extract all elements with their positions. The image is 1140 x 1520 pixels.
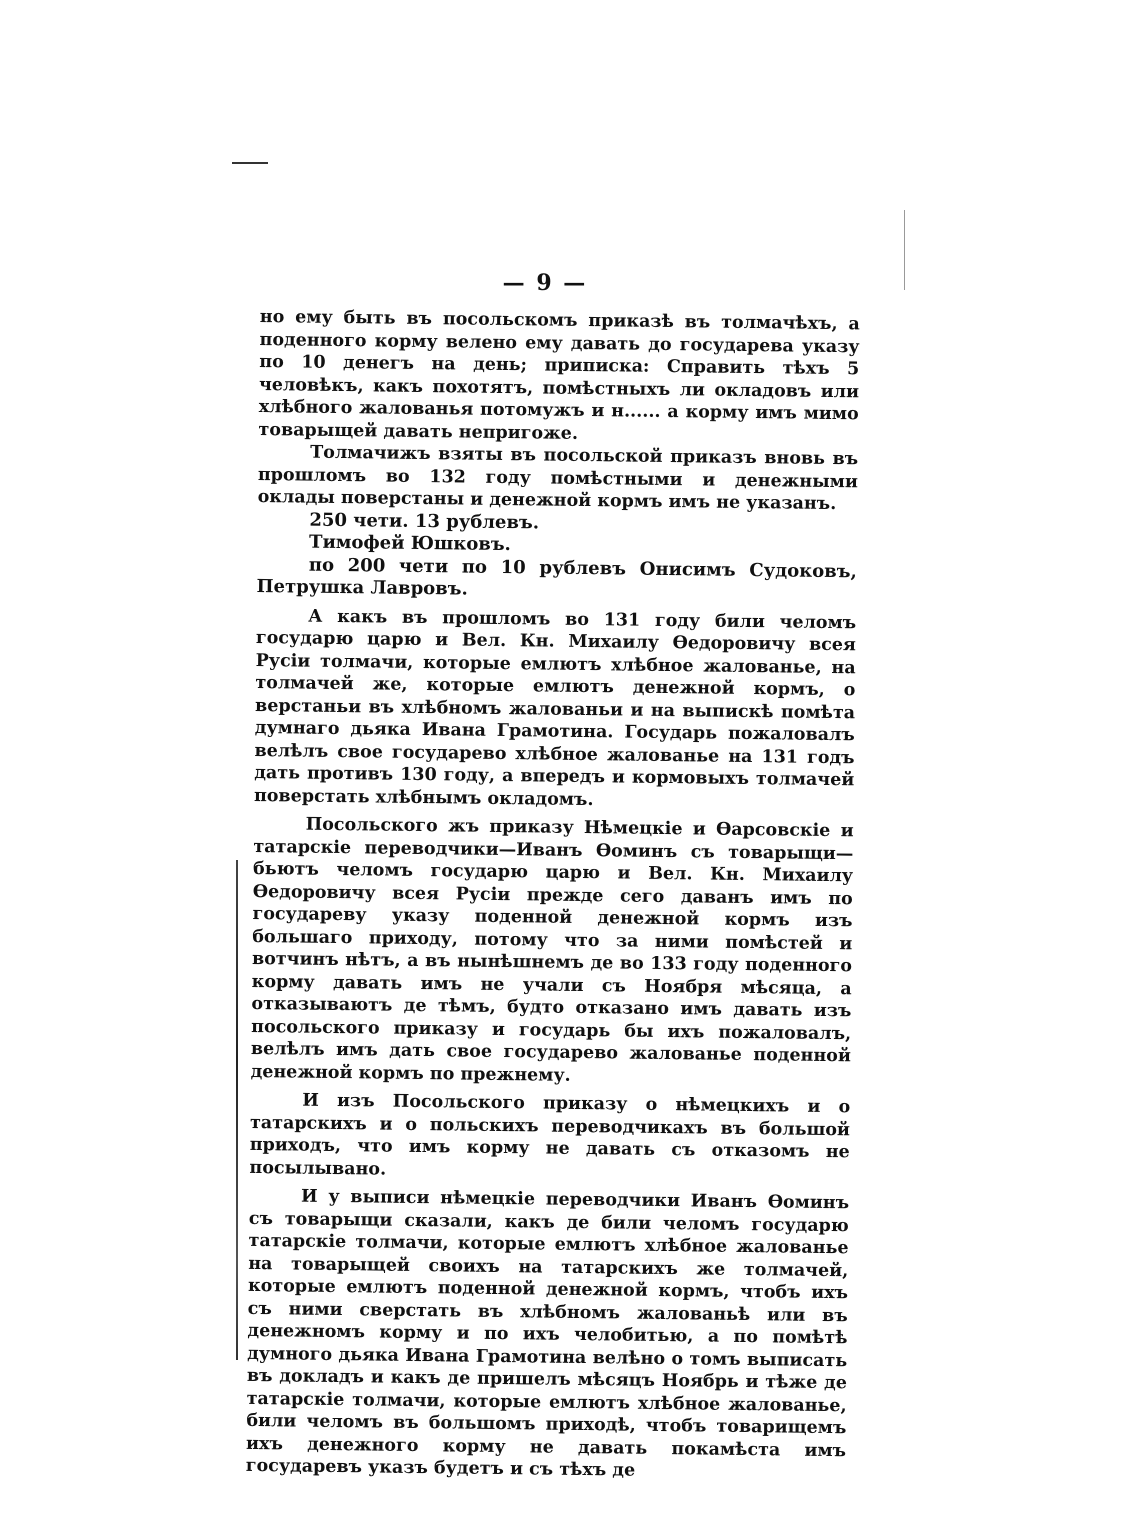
- entry-name-yushkov: Тимофей Юшковъ.: [308, 531, 512, 556]
- paragraph-5: И изъ Посольского приказу о нѣмецкихъ и о татарскихъ и о польскихъ переводчикахъ въ большой приходъ, что имъ корму не давать съ отказомъ не посылывано.: [249, 1090, 851, 1180]
- entry-250-chets: 250 чети. 13 рублевъ.: [309, 509, 540, 533]
- paragraph-4: Посольского жъ приказу Нѣмецкіе и Ѳарсовскіе и татарскіе переводчики—Иванъ Ѳоминъ съ товарыщи—бьютъ челомъ государю царю и Вел. Кн. Михаилу Ѳедоровичу всея Русіи прежде сего даванъ имъ по государеву указу поденной денежной кормъ изъ большаго приходу, потому что за ними помѣстей и вотчинъ нѣтъ, а въ нынѣшнемъ де во 133 году поденного корму давать имъ не учали съ Ноября мѣсяца, а отказываютъ де тѣмъ, будто отказано имъ давать изъ посольского приказу и государь бы ихъ пожаловалъ, велѣлъ имъ дать свое государево жалованье поденной денежной кормъ по прежнему.: [250, 814, 854, 1086]
- scan-mark: [232, 162, 268, 164]
- entry-200-chets: по 200 чети по 10 рублевъ Онисимъ Судоковъ, Петрушка Лавровъ.: [256, 554, 857, 600]
- paragraph-3: А какъ въ прошломъ во 131 году били челомъ государю царю и Вел. Кн. Михаилу Ѳедоровичу всея Русіи толмачи, которые емлютъ хлѣбное жалованье, на толмачей же, которые емлютъ денежной кормъ, о верстаньи въ хлѣбномъ жалованьи и на выпискѣ помѣта думнаго дьяка Ивана Грамотина. Государь пожаловалъ велѣлъ свое государево хлѣбное жалованье на 131 годъ дать противъ 130 году, а впередъ и кормовыхъ толмачей поверстать хлѣбнымъ окладомъ.: [253, 606, 857, 810]
- paragraph-2: Толмачижъ взяты въ посольской приказъ вновь въ прошломъ во 132 году помѣстными и денежными оклады поверстаны и денежной кормъ имъ не указанъ.: [257, 442, 859, 515]
- paragraph-1: но ему быть въ посольскомъ приказѣ въ толмачѣхъ, а поденного корму велено ему давать до государева указу по 10 денегъ на день; приписка: Справить тѣхъ 5 человѣкъ, какъ похотятъ, помѣстныхъ ли окладовъ или хлѣбного жалованья потомужъ и н...... а корму имъ мимо товарыщей давать непригоже.: [258, 306, 860, 444]
- page-number: — 9 —: [502, 270, 588, 296]
- body-text: [246, 306, 860, 1485]
- scan-edge-line: [904, 210, 905, 290]
- scan-gutter-line: [236, 860, 238, 1360]
- paragraph-6: И у выписи нѣмецкіе переводчики Иванъ Ѳоминъ съ товарыщи сказали, какъ де били челомъ государю татарскіе толмачи, которые емлютъ хлѣбное жалованье на товарыщей своихъ на татарскихъ же толмачей, которые емлютъ поденной денежной кормъ, чтобъ ихъ съ ними сверстать въ хлѣбномъ жалованьѣ или въ денежномъ корму и по ихъ челобитью, а по помѣтѣ думного дьяка Ивана Грамотина велѣно о томъ выписать въ докладъ и какъ де пришелъ мѣсяцъ Ноябрь и тѣже де татарскіе толмачи, которые емлютъ хлѣбное жалованье, били челомъ въ большомъ приходѣ, чтобъ товарищемъ ихъ денежного корму не давать покамѣста имъ государевъ указъ будетъ и съ тѣхъ де: [245, 1186, 850, 1481]
